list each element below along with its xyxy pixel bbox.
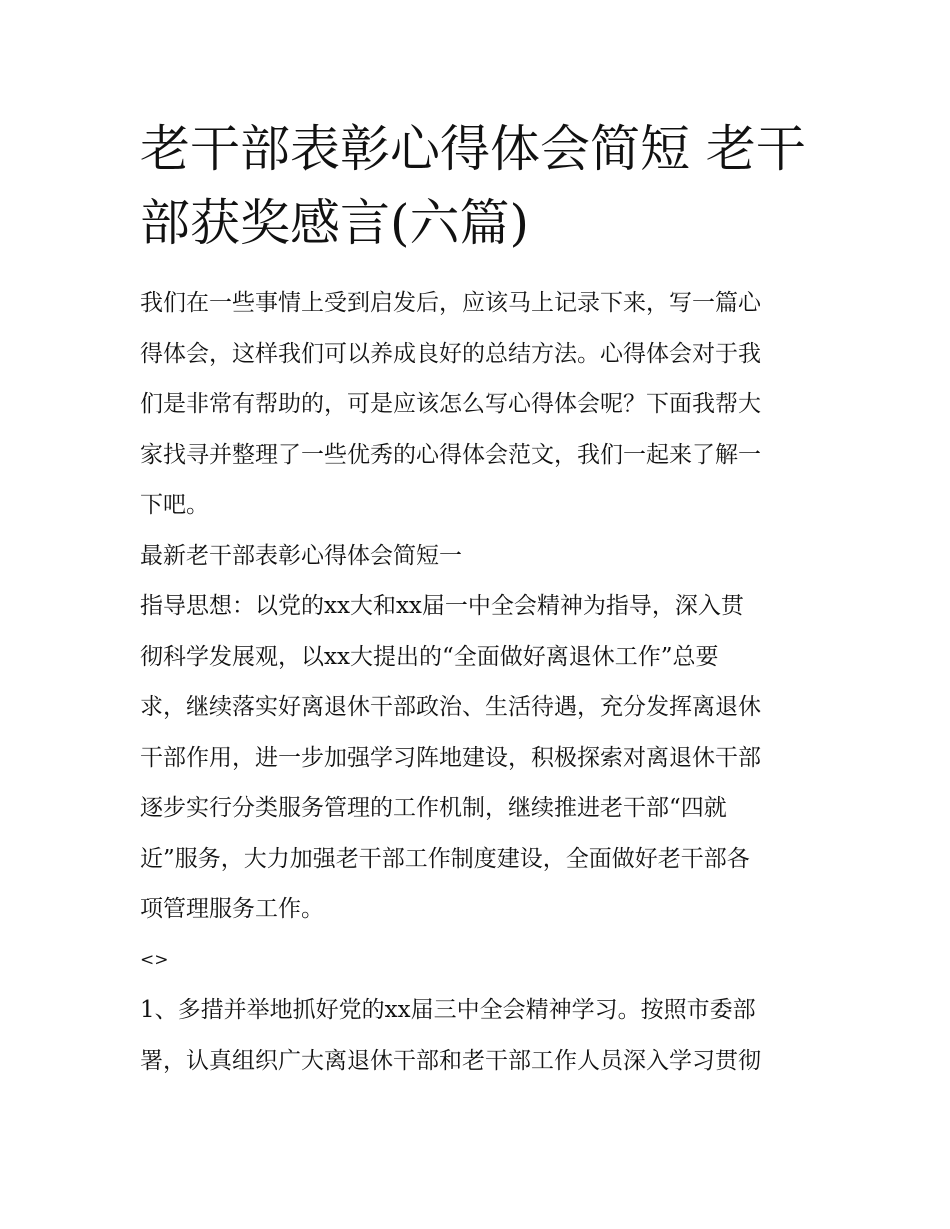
item-1-paragraph — [140, 985, 820, 1086]
text-line: 近”服务，大力加强老干部工作制度建设，全面做好老干部各 — [140, 845, 750, 872]
title-line: 老干部表彰心得体会简短 老干 — [140, 120, 806, 178]
text-line: 们是非常有帮助的，可是应该怎么写心得体会呢？下面我帮大 — [140, 391, 761, 417]
angle-bracket-marker: <> — [140, 949, 169, 970]
intro-paragraph — [140, 278, 820, 531]
text-line: 我们在一些事情上受到启发后，应该马上记录下来，写一篇心 — [140, 290, 761, 316]
text-line: 家找寻并整理了一些优秀的心得体会范文，我们一起来了解一 — [140, 441, 761, 468]
text-line: 干部作用，进一步加强学习阵地建设，积极探索对离退休干部 — [140, 744, 761, 771]
section-heading — [140, 531, 820, 582]
text-line: 得体会，这样我们可以养成良好的总结方法。心得体会对于我 — [140, 340, 761, 367]
marker-paragraph — [140, 935, 820, 986]
text-line: 项管理服务工作。 — [140, 896, 324, 922]
text-line: 署，认真组织广大离退休干部和老干部工作人员深入学习贯彻 — [140, 1047, 761, 1074]
text-line: 彻科学发展观，以xx大提出的“全面做好离退休工作”总要 — [140, 643, 719, 670]
guideline-paragraph — [140, 581, 820, 935]
text-line: 1、多措并举地抓好党的xx届三中全会精神学习。按照市委部 — [140, 997, 756, 1023]
text-line: 求，继续落实好离退休干部政治、生活待遇，充分发挥离退休 — [140, 694, 761, 720]
text-line: 指导思想：以党的xx大和xx届一中全会精神为指导，深入贯 — [140, 593, 744, 619]
section-heading-text: 最新老干部表彰心得体会简短一 — [140, 542, 462, 569]
text-line: 逐步实行分类服务管理的工作机制，继续推进老干部“四就 — [140, 795, 727, 821]
document-body — [140, 278, 820, 1086]
title-line: 部获奖感言(六篇) — [140, 194, 530, 252]
text-line: 下吧。 — [140, 492, 209, 518]
document-title — [140, 112, 820, 260]
